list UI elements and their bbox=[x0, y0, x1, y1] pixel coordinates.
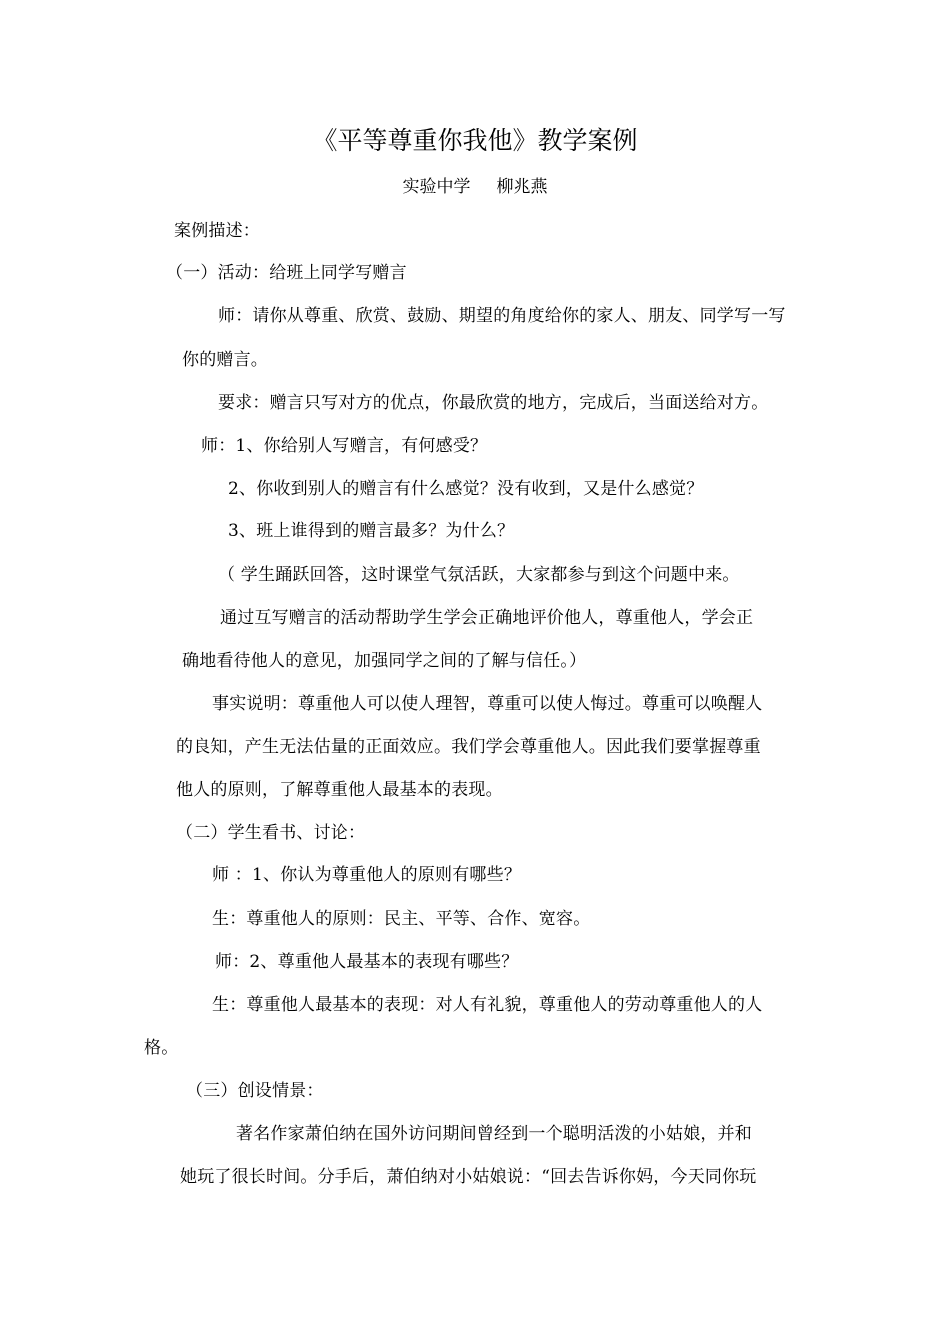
part1-question3: 3、班上谁得到的赠言最多？为什么？ bbox=[228, 521, 515, 541]
section-label: 案例描述： bbox=[174, 221, 260, 241]
part1-facts-line1: 事实说明：尊重他人可以使人理智，尊重可以使人悔过。尊重可以唤醒人 bbox=[212, 694, 763, 714]
document-title: 《平等尊重你我他》教学案例 bbox=[312, 126, 638, 155]
author-name: 柳兆燕 bbox=[496, 177, 548, 197]
part3-story-line2: 她玩了很长时间。分手后，萧伯纳对小姑娘说：“回去告诉你妈，今天同你玩 bbox=[180, 1167, 757, 1187]
part2-question2: 师：2、尊重他人最基本的表现有哪些？ bbox=[215, 952, 519, 972]
part2-answer1: 生：尊重他人的原则：民主、平等、合作、宽容。 bbox=[212, 909, 591, 929]
part1-facts-line3: 他人的原则，了解尊重他人最基本的表现。 bbox=[176, 780, 503, 800]
part1-question1: 师：1、你给别人写赠言，有何感受？ bbox=[201, 436, 488, 456]
part1-question2: 2、你收到别人的赠言有什么感觉？没有收到，又是什么感觉？ bbox=[228, 479, 704, 499]
part2-question1: 师 ：1、你认为尊重他人的原则有哪些？ bbox=[212, 865, 522, 885]
part1-teacher-prompt-line1: 师：请你从尊重、欣赏、鼓励、期望的角度给你的家人、朋友、同学写一写 bbox=[218, 306, 786, 326]
part1-note-line2: 通过互写赠言的活动帮助学生学会正确地评价他人，尊重他人，学会正 bbox=[220, 608, 754, 628]
part1-note-line1: （ 学生踊跃回答，这时课堂气氛活跃，大家都参与到这个问题中来。 bbox=[218, 565, 740, 585]
part2-answer2-line2: 格。 bbox=[144, 1038, 179, 1058]
school-name: 实验中学 bbox=[402, 177, 471, 197]
part1-facts-line2: 的良知，产生无法估量的正面效应。我们学会尊重他人。因此我们要掌握尊重 bbox=[176, 737, 761, 757]
part1-note-line3: 确地看待他人的意见，加强同学之间的了解与信任。） bbox=[182, 651, 587, 671]
part1-heading: （一）活动：给班上同学写赠言 bbox=[166, 263, 407, 283]
part1-requirement: 要求：赠言只写对方的优点，你最欣赏的地方，完成后，当面送给对方。 bbox=[218, 393, 769, 413]
part3-story-line1: 著名作家萧伯纳在国外访问期间曾经到一个聪明活泼的小姑娘，并和 bbox=[236, 1124, 752, 1144]
byline bbox=[0, 176, 950, 198]
part2-heading: （二）学生看书、讨论： bbox=[176, 823, 366, 843]
part3-heading: （三）创设情景： bbox=[186, 1081, 324, 1101]
part2-answer2-line1: 生：尊重他人最基本的表现：对人有礼貌，尊重他人的劳动尊重他人的人 bbox=[212, 995, 763, 1015]
part1-teacher-prompt-line2: 你的赠言。 bbox=[182, 350, 268, 370]
